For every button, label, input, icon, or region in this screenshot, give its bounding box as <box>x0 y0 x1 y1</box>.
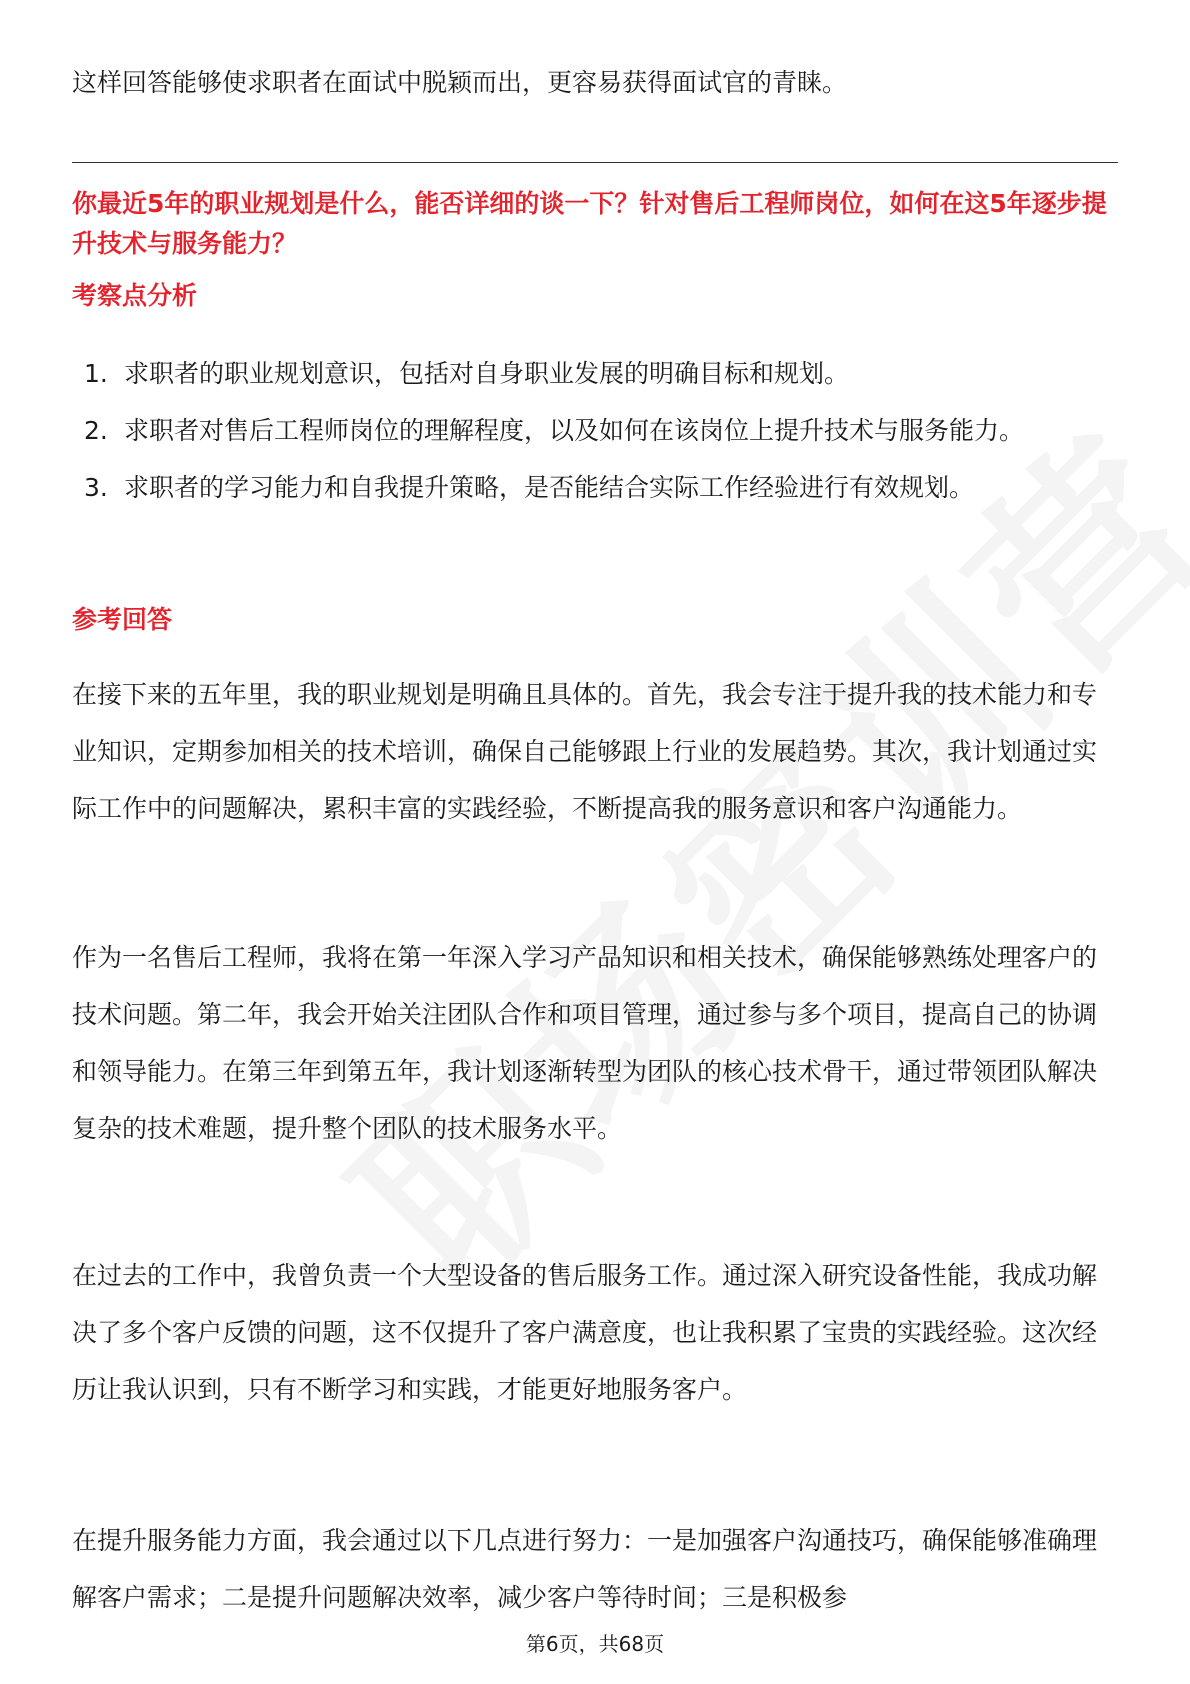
list-item-text: 求职者的学习能力和自我提升策略，是否能结合实际工作经验进行有效规划。 <box>124 473 975 502</box>
intro-paragraph: 这样回答能够使求职者在面试中脱颖而出，更容易获得面试官的青睐。 <box>72 68 848 97</box>
analysis-heading: 考察点分析 <box>72 281 198 310</box>
list-item <box>72 402 1118 459</box>
page-number-footer: 第6页，共68页 <box>525 1632 665 1656</box>
answer-paragraph: 在接下来的五年里，我的职业规划是明确且具体的。首先，我会专注于提升我的技术能力和专业知识，定期参加相关的技术培训，确保自己能够跟上行业的发展趋势。其次，我计划通过实际工作中的问题解决，累积丰富的实践经验，不断提高我的服务意识和客户沟通能力。 <box>72 680 1098 823</box>
list-item-number: 1. <box>84 359 108 388</box>
analysis-list <box>72 345 1118 516</box>
document-page <box>72 0 1118 1684</box>
question-title: 你最近5年的职业规划是什么，能否详细的谈一下？针对售后工程师岗位，如何在这5年逐步提升技术与服务能力？ <box>72 189 1107 258</box>
list-item-text: 求职者的职业规划意识，包括对自身职业发展的明确目标和规划。 <box>124 359 850 388</box>
list-item <box>72 459 1118 516</box>
list-item-number: 2. <box>84 416 108 445</box>
section-divider <box>72 162 1118 163</box>
list-item <box>72 345 1118 402</box>
answer-paragraph: 作为一名售后工程师，我将在第一年深入学习产品知识和相关技术，确保能够熟练处理客户的技术问题。第二年，我会开始关注团队合作和项目管理，通过参与多个项目，提高自己的协调和领导能力。在第三年到第五年，我计划逐渐转型为团队的核心技术骨干，通过带领团队解决复杂的技术难题，提升整个团队的技术服务水平。 <box>72 943 1098 1143</box>
list-item-text: 求职者对售后工程师岗位的理解程度，以及如何在该岗位上提升技术与服务能力。 <box>124 416 1025 445</box>
answer-paragraph: 在过去的工作中，我曾负责一个大型设备的售后服务工作。通过深入研究设备性能，我成功解决了多个客户反馈的问题，这不仅提升了客户满意度，也让我积累了宝贵的实践经验。这次经历让我认识到，只有不断学习和实践，才能更好地服务客户。 <box>72 1261 1098 1404</box>
answer-heading: 参考回答 <box>72 605 173 634</box>
answer-paragraph: 在提升服务能力方面，我会通过以下几点进行努力：一是加强客户沟通技巧，确保能够准确理解客户需求；二是提升问题解决效率，减少客户等待时间；三是积极参 <box>72 1526 1098 1612</box>
list-item-number: 3. <box>84 473 108 502</box>
